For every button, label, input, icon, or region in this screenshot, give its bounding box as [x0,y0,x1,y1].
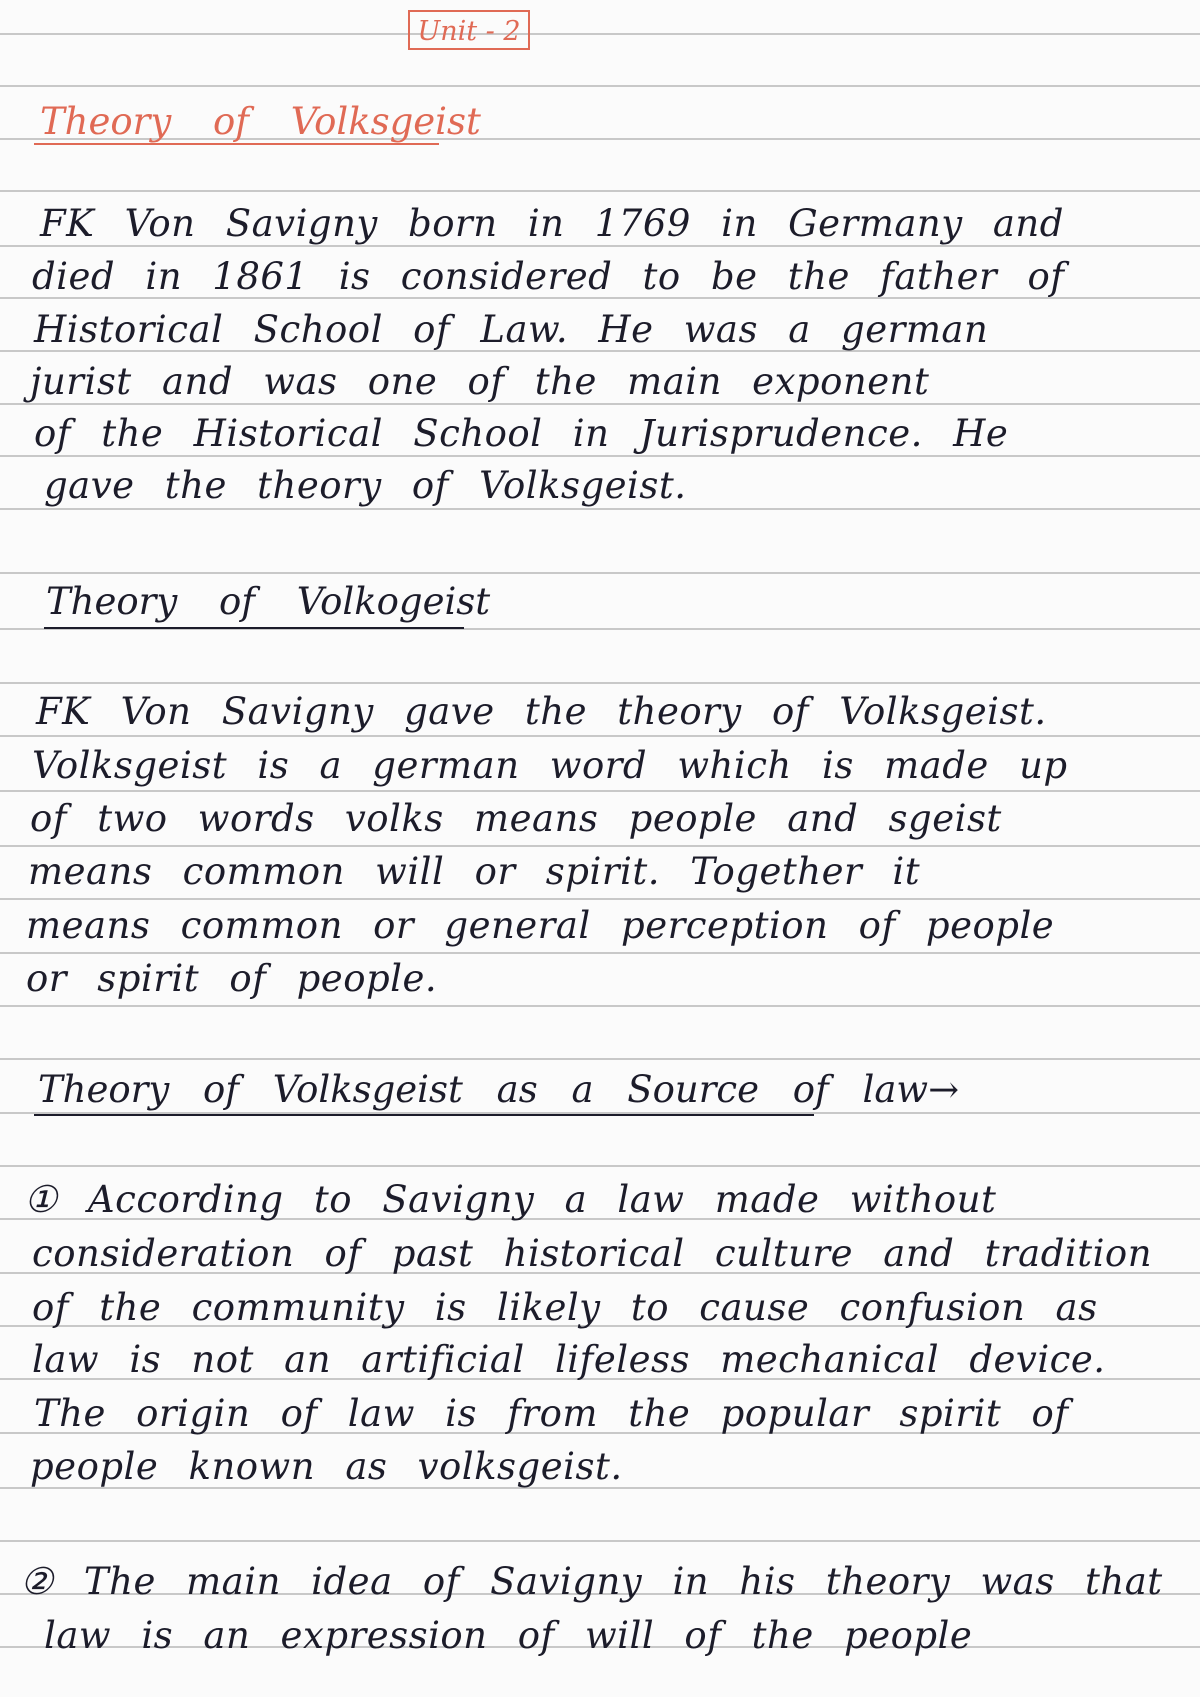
text-line: people known as volksgeist. [30,1445,623,1488]
text-line: died in 1861 is considered to be the father of [32,255,1065,298]
text-line: or spirit of people. [26,957,438,1000]
rule-line [0,572,1200,574]
text-line: The origin of law is from the popular spirit of [34,1392,1069,1435]
text-line: ② The main idea of Savigny in his theory was that [20,1560,1163,1603]
rule-line [0,952,1200,954]
text-line: means common will or spirit. Together it [28,850,921,893]
text-line: of the Historical School in Jurisprudence. He [34,412,1009,455]
heading-underline [34,1114,814,1116]
unit-label: Unit - 2 [408,10,530,50]
text-line: law is not an artificial lifeless mechanical device. [32,1338,1106,1381]
rule-line [0,1165,1200,1167]
title-underline [34,143,439,145]
text-line: jurist and was one of the main exponent [30,360,930,403]
page-title: Theory of Volksgeist [40,100,481,143]
text-line: law is an expression of will of the people [44,1614,973,1657]
text-line: of the community is likely to cause confusion as [32,1286,1098,1329]
rule-line [0,1005,1200,1007]
rule-line [0,1540,1200,1542]
rule-line [0,845,1200,847]
rule-line [0,790,1200,792]
text-line: gave the theory of Volksgeist. [44,464,687,507]
text-line: Volksgeist is a german word which is made up [32,744,1068,787]
rule-line [0,85,1200,87]
section-heading: Theory of Volkogeist [46,580,491,623]
rule-line [0,33,1200,35]
text-line: FK Von Savigny gave the theory of Volksgeist. [36,690,1047,733]
rule-line [0,898,1200,900]
text-line: of two words volks means people and sgeist [30,797,1002,840]
text-line: Historical School of Law. He was a german [34,308,989,351]
rule-line [0,682,1200,684]
rule-line [0,1058,1200,1060]
text-line: ① According to Savigny a law made without [24,1178,997,1221]
rule-line [0,508,1200,510]
rule-line [0,735,1200,737]
rule-line [0,190,1200,192]
heading-underline [44,627,464,629]
text-line: means common or general perception of people [26,904,1055,947]
text-line: FK Von Savigny born in 1769 in Germany and [40,202,1064,245]
section-heading: Theory of Volksgeist as a Source of law→ [38,1068,960,1111]
text-line: consideration of past historical culture and tradition [32,1232,1153,1275]
